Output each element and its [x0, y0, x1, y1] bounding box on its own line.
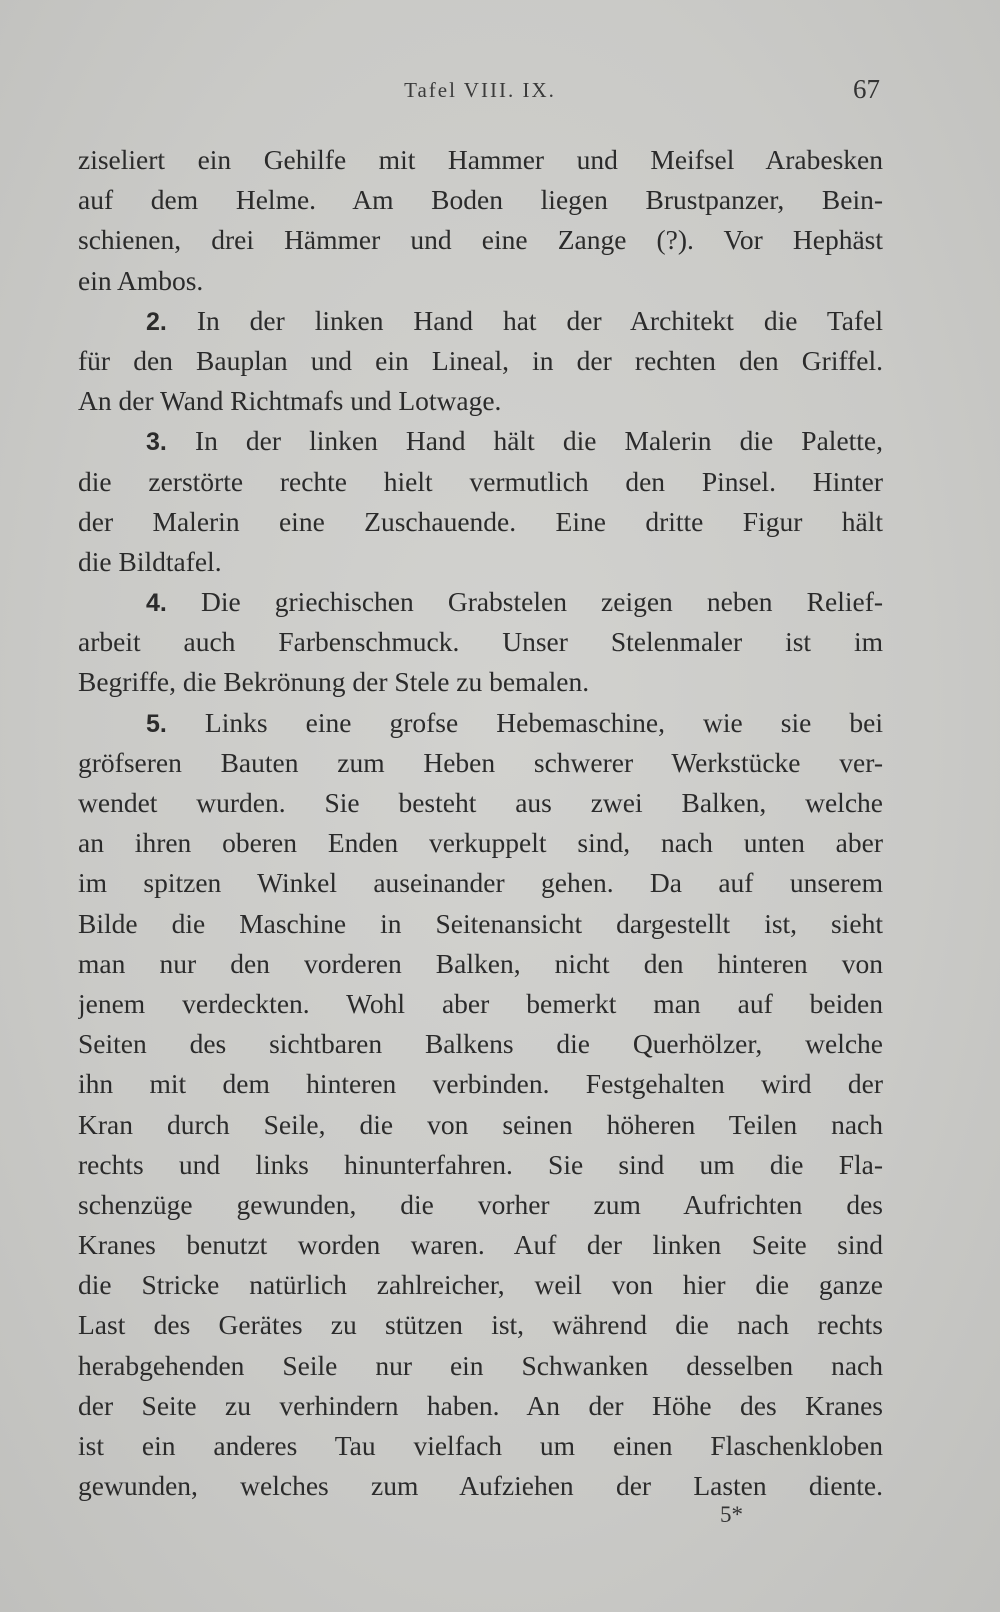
text-line [78, 863, 883, 903]
text-line [78, 622, 883, 662]
text-line [78, 542, 883, 582]
text-line [78, 1024, 883, 1064]
text-line [78, 1064, 883, 1104]
text-line [78, 421, 883, 461]
running-head [80, 74, 880, 114]
text-line [78, 1346, 883, 1386]
line-text: arbeit auch Farbenschmuck. Unser Stelenmaler ist im [78, 626, 883, 658]
body-text [78, 140, 883, 1506]
text-line [78, 743, 883, 783]
line-text: herabgehenden Seile nur ein Schwanken desselben nach [78, 1349, 883, 1381]
text-line [78, 220, 883, 260]
text-line [78, 341, 883, 381]
text-line [78, 783, 883, 823]
line-text: Seiten des sichtbaren Balkens die Querhölzer, welche [78, 1028, 883, 1060]
text-line [78, 1305, 883, 1345]
running-title: Tafel VIII. IX. [404, 78, 556, 102]
line-text: für den Bauplan und ein Lineal, in der rechten den Griffel. [78, 344, 883, 376]
text-line [78, 462, 883, 502]
text-line [78, 301, 883, 341]
text-line [78, 944, 883, 984]
line-text: gewunden, welches zum Aufziehen der Lasten diente. [78, 1470, 883, 1502]
text-line [78, 1105, 883, 1145]
text-line [78, 140, 883, 180]
text-line [78, 1426, 883, 1466]
line-text: Kranes benutzt worden waren. Auf der linken Seite sind [78, 1229, 883, 1261]
item-number: 3. [146, 428, 167, 457]
line-text: An der Wand Richtmafs und Lotwage. [78, 385, 502, 417]
text-line [78, 180, 883, 220]
line-text: ihn mit dem hinteren verbinden. Festgehalten wird der [78, 1068, 883, 1100]
line-text: jenem verdeckten. Wohl aber bemerkt man auf beiden [78, 987, 883, 1019]
item-number: 4. [146, 589, 167, 618]
text-line [78, 1225, 883, 1265]
item-number: 5. [146, 709, 167, 738]
line-text: die Bildtafel. [78, 545, 222, 577]
line-text: auf dem Helme. Am Boden liegen Brustpanzer, Bein- [78, 184, 883, 216]
line-text: Die griechischen Grabstelen zeigen neben Relief- [200, 586, 883, 618]
line-text: Begriffe, die Bekrönung der Stele zu bemalen. [78, 666, 590, 698]
text-line [78, 1466, 883, 1506]
text-line [78, 823, 883, 863]
line-text: ziseliert ein Gehilfe mit Hammer und Meifsel Arabesken [78, 144, 883, 175]
text-line [78, 381, 883, 421]
line-text: rechts und links hinunterfahren. Sie sind um die Fla- [78, 1148, 883, 1180]
text-line [78, 261, 883, 301]
text-line [78, 703, 883, 743]
line-text: ist ein anderes Tau vielfach um einen Flaschenkloben [78, 1430, 883, 1461]
line-text: schenzüge gewunden, die vorher zum Aufrichten des [78, 1188, 883, 1220]
text-line [78, 1145, 883, 1185]
line-text: die zerstörte rechte hielt vermutlich den Pinsel. Hinter [78, 465, 883, 497]
line-text: der Malerin eine Zuschauende. Eine dritte Figur hält [78, 505, 883, 537]
line-text: ein Ambos. [78, 264, 204, 296]
text-line [78, 502, 883, 542]
signature-mark: 5* [720, 1502, 743, 1527]
line-text: schienen, drei Hämmer und eine Zange (?). Vor Hephäst [78, 224, 883, 256]
text-line [78, 582, 883, 622]
text-line [78, 1185, 883, 1225]
line-text: an ihren oberen Enden verkuppelt sind, nach unten aber [78, 827, 883, 859]
line-text: gröfseren Bauten zum Heben schwerer Werkstücke ver- [78, 746, 883, 778]
line-text: Kran durch Seile, die von seinen höheren Teilen nach [78, 1108, 883, 1140]
text-line [78, 662, 883, 702]
line-text: die Stricke natürlich zahlreicher, weil von hier die ganze [78, 1269, 883, 1301]
text-line [78, 904, 883, 944]
line-text: In der linken Hand hält die Malerin die Palette, [194, 425, 883, 457]
line-text: im spitzen Winkel auseinander gehen. Da auf unserem [78, 867, 883, 899]
text-line [78, 984, 883, 1024]
line-text: In der linken Hand hat der Architekt die Tafel [196, 304, 883, 336]
line-text: Last des Gerätes zu stützen ist, während die nach rechts [78, 1309, 883, 1341]
text-line [78, 1265, 883, 1305]
line-text: der Seite zu verhindern haben. An der Höhe des Kranes [78, 1389, 883, 1421]
line-text: Bilde die Maschine in Seitenansicht dargestellt ist, sieht [78, 907, 883, 939]
page-number: 67 [853, 74, 880, 104]
line-text: man nur den vorderen Balken, nicht den hinteren von [78, 947, 883, 979]
line-text: Links eine grofse Hebemaschine, wie sie bei [204, 706, 883, 738]
line-text: wendet wurden. Sie besteht aus zwei Balken, welche [78, 787, 883, 818]
text-line [78, 1386, 883, 1426]
item-number: 2. [146, 307, 167, 336]
